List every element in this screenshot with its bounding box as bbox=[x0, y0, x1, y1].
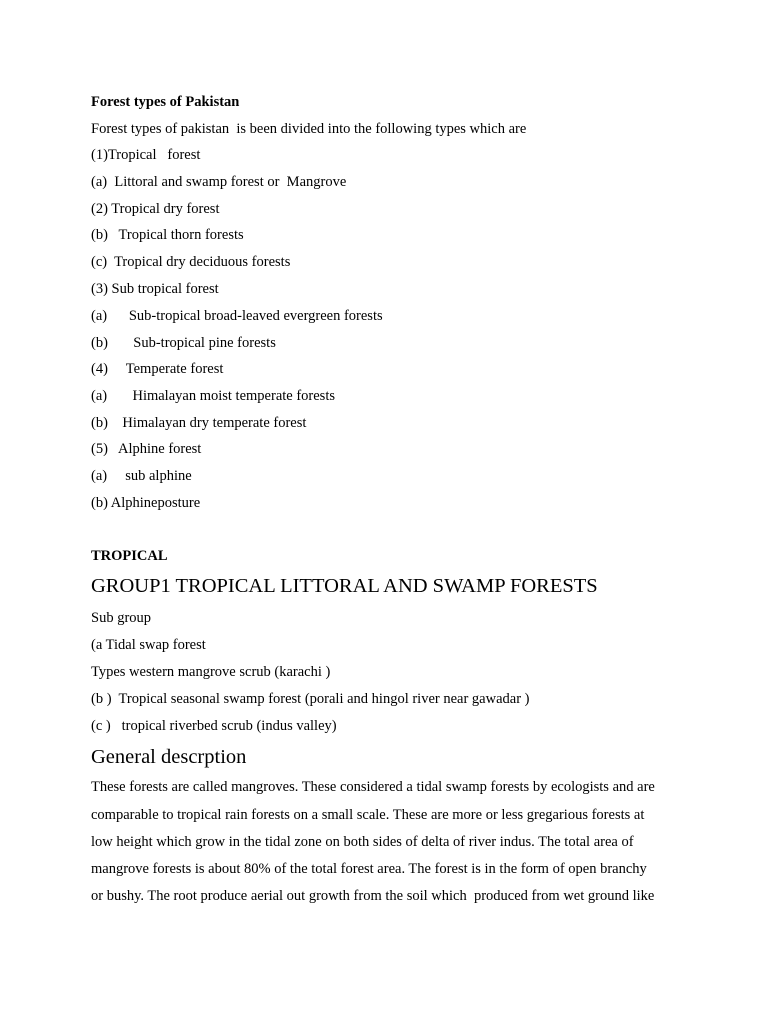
list-item: (5) Alphine forest bbox=[91, 441, 202, 457]
group-line: Types western mangrove scrub (karachi ) bbox=[91, 664, 331, 680]
paragraph-line: or bushy. The root produce aerial out growth from the soil which produced from wet ground like bbox=[91, 888, 655, 904]
list-item: (a) sub alphine bbox=[91, 468, 192, 484]
list-item: (c) Tropical dry deciduous forests bbox=[91, 254, 291, 270]
general-heading: General descrption bbox=[91, 746, 247, 768]
list-item: (4) Temperate forest bbox=[91, 361, 224, 377]
list-item: (b) Tropical thorn forests bbox=[91, 227, 244, 243]
document-title: Forest types of Pakistan bbox=[91, 94, 240, 110]
paragraph-line: low height which grow in the tidal zone on both sides of delta of river indus. The total area of bbox=[91, 834, 634, 850]
group-line: (a Tidal swap forest bbox=[91, 637, 206, 653]
list-item: (a) Littoral and swamp forest or Mangrove bbox=[91, 174, 347, 190]
section-label: TROPICAL bbox=[91, 548, 168, 564]
group-line: Sub group bbox=[91, 610, 152, 626]
intro-text: Forest types of pakistan is been divided into the following types which are bbox=[91, 121, 527, 137]
group-line: (b ) Tropical seasonal swamp forest (porali and hingol river near gawadar ) bbox=[91, 691, 530, 707]
list-item: (3) Sub tropical forest bbox=[91, 281, 219, 297]
list-item: (a) Sub-tropical broad-leaved evergreen forests bbox=[91, 308, 383, 324]
group-heading: GROUP1 TROPICAL LITTORAL AND SWAMP FORESTS bbox=[91, 575, 598, 597]
list-item: (b) Himalayan dry temperate forest bbox=[91, 415, 307, 431]
list-item: (1)Tropical forest bbox=[91, 147, 201, 163]
list-item: (b) Alphineposture bbox=[91, 495, 201, 511]
paragraph-line: mangrove forests is about 80% of the total forest area. The forest is in the form of open branchy bbox=[91, 861, 647, 877]
list-item: (b) Sub-tropical pine forests bbox=[91, 335, 276, 351]
list-item: (a) Himalayan moist temperate forests bbox=[91, 388, 336, 404]
list-item: (2) Tropical dry forest bbox=[91, 201, 220, 217]
paragraph-line: These forests are called mangroves. These considered a tidal swamp forests by ecologists and are bbox=[91, 779, 655, 795]
group-line: (c ) tropical riverbed scrub (indus valley) bbox=[91, 718, 337, 734]
paragraph-line: comparable to tropical rain forests on a small scale. These are more or less gregarious forests at bbox=[91, 807, 645, 823]
